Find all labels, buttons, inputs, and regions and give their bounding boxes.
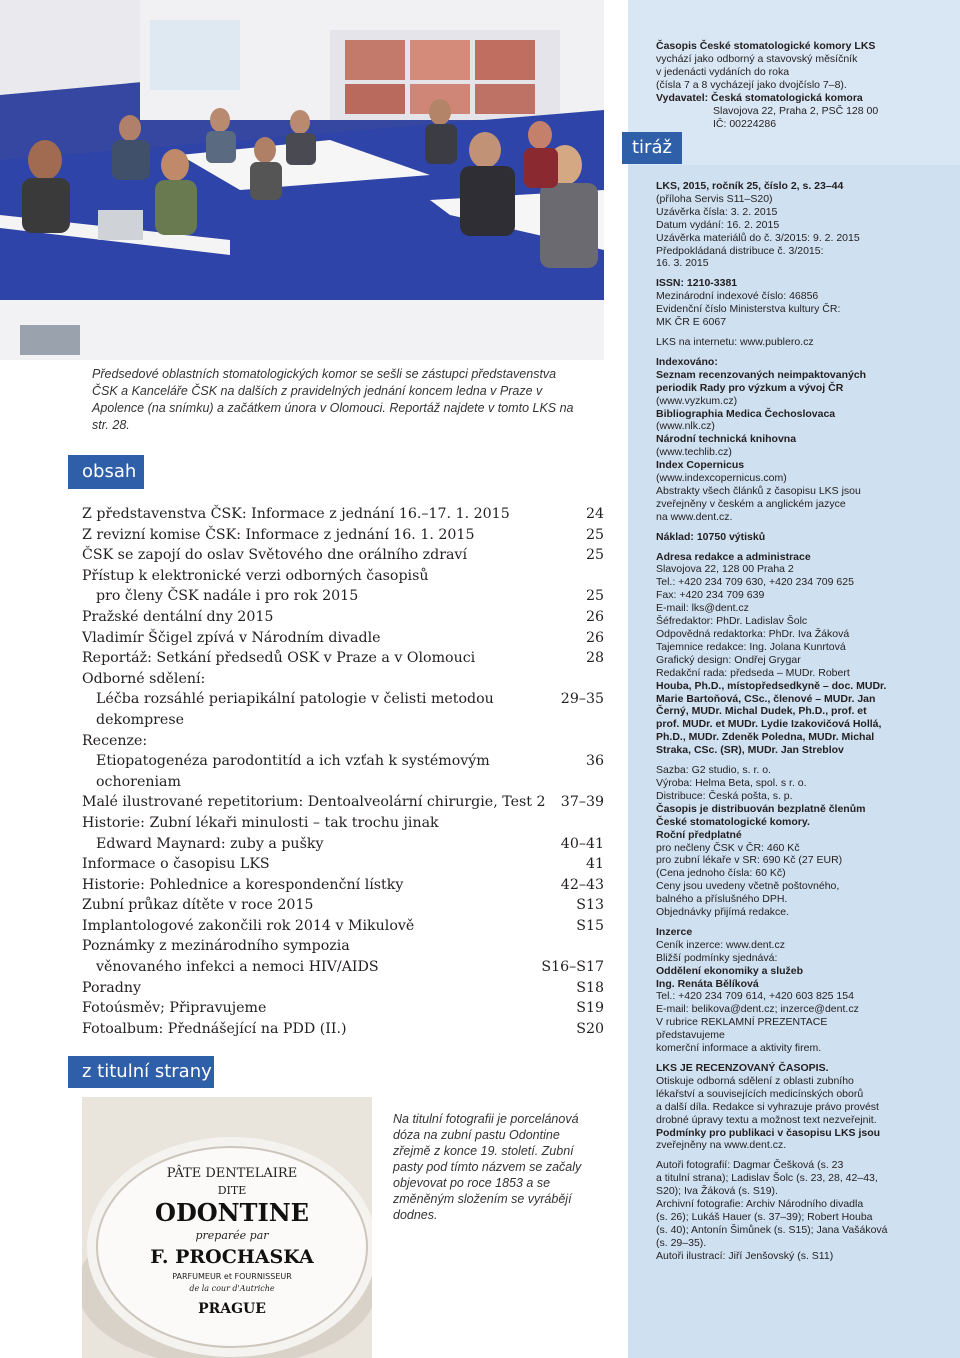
imprint-line: (www.indexcopernicus.com) <box>656 472 787 485</box>
toc-title: Fotoalbum: Přednášející na PDD (II.) <box>82 1020 347 1037</box>
imprint-line: Slavojova 22, 128 00 Praha 2 <box>656 563 794 576</box>
imprint-line: Uzávěrka čísla: 3. 2. 2015 <box>656 205 778 218</box>
imprint-line: Bližší podmínky sjednává: <box>656 951 778 964</box>
jar-text: de la cour d'Autriche <box>189 1284 275 1293</box>
imprint-line: Předpokládaná distribuce č. 3/2015: <box>656 244 824 257</box>
imprint-line: Tel.: +420 234 709 614, +420 603 825 154 <box>656 990 854 1003</box>
toc-title: Recenze: <box>82 732 148 749</box>
toc-entry <box>82 525 604 546</box>
toc-entry <box>82 731 604 752</box>
toc-page: 26 <box>585 608 604 625</box>
toc-title: Historie: Pohlednice a korespondenční lístky <box>82 876 404 893</box>
imprint-line: Houba, Ph.D., místopředsedkyně – doc. MUDr. <box>656 679 887 692</box>
imprint-line: Index Copernicus <box>656 459 745 472</box>
imprint-line: (www.nlk.cz) <box>656 420 715 433</box>
publisher-line: v jedenácti vydáních do roka <box>656 66 790 78</box>
toc-page: 25 <box>585 526 604 543</box>
imprint-line: Odpovědná redaktorka: PhDr. Iva Žáková <box>656 628 850 640</box>
imprint-line: Ph.D., MUDr. Zdeněk Poledna, MUDr. Michal <box>656 731 875 744</box>
imprint-line: ISSN: 1210-3381 <box>656 277 738 290</box>
imprint-line: Autoři ilustrací: Jiří Jenšovský (s. S11) <box>656 1249 834 1262</box>
imprint-line: Objednávky přijímá redakce. <box>656 906 790 919</box>
imprint-line: lékařství a souvisejících medicínských oborů <box>656 1087 864 1100</box>
toc-entry <box>82 978 604 999</box>
imprint-line: (Cena jednoho čísla: 60 Kč) <box>656 867 786 880</box>
meeting-photo <box>0 0 604 360</box>
odontine-jar-photo <box>82 1097 372 1358</box>
imprint-line: Fax: +420 234 709 639 <box>656 589 765 602</box>
cover-label: z titulní strany <box>68 1056 214 1088</box>
imprint-line: Národní technická knihovna <box>656 433 797 446</box>
toc-title: Historie: Zubní lékaři minulosti – tak trochu jinak <box>82 814 439 831</box>
imprint-line: prof. MUDr. et MUDr. Lydie Izakovičová Hollá, <box>656 718 882 731</box>
toc-entry <box>82 957 604 978</box>
imprint-line: Šéfredaktor: PhDr. Ladislav Šolc <box>656 615 808 628</box>
cover-caption: Na titulní fotografii je porcelánová dóza na zubní pastu Odontine zřejmě z konce 19. století. Zubní pasty pod tímto názvem se začaly objevovat po roce 1853 a se změněným složením se vyrábějí dodnes. <box>393 1112 582 1222</box>
toc-page: S15 <box>576 917 604 934</box>
imprint-line: S20); Iva Žáková (s. S19). <box>656 1185 778 1198</box>
publisher-info <box>656 40 926 131</box>
imprint-line: LKS, 2015, ročník 25, číslo 2, s. 23–44 <box>656 180 844 192</box>
toc-entry <box>82 545 604 566</box>
toc-title: Reportáž: Setkání předsedů OSK v Praze a v Olomouci <box>82 650 476 667</box>
imprint-line: (www.techlib.cz) <box>656 446 732 459</box>
jar-text: F. PROCHASKA <box>150 1246 314 1268</box>
imprint-line: zveřejněny v českém a anglickém jazyce <box>656 497 846 510</box>
toc-page: S16–S17 <box>541 959 604 976</box>
toc-title: Přístup k elektronické verzi odborných časopisů <box>82 567 429 584</box>
jar-text: DITE <box>217 1184 247 1197</box>
toc-title: Implantologové zakončili rok 2014 v Mikulově <box>82 917 415 934</box>
advertising-info <box>656 926 896 1055</box>
toc-entry <box>82 648 604 669</box>
table-of-contents <box>82 504 604 1039</box>
toc-entry <box>82 895 604 916</box>
toc-entry <box>82 834 604 855</box>
toc-entry <box>82 792 604 813</box>
jar-text: PÂTE DENTELAIRE <box>166 1166 298 1181</box>
toc-title: Poradny <box>82 979 141 996</box>
toc-entry <box>82 1019 604 1040</box>
toc-page <box>594 813 604 834</box>
publisher-line: Časopis České stomatologické komory LKS <box>656 40 876 52</box>
imprint-line: E-mail: belikova@dent.cz; inzerce@dent.cz <box>656 1003 859 1016</box>
indexing-info <box>656 356 896 524</box>
imprint-line: České stomatologické komory. <box>656 815 810 828</box>
imprint-line: MK ČR E 6067 <box>656 316 727 329</box>
photo-caption: Předsedové oblastních stomatologických komor se sešli se zástupci představenstva ČSK a Kanceláře ČSK na dalších z pravidelných jednání koncem ledna v Praze v Apolence (na snímku) a začátkem února v Olomouci. Reportáž najdete v tomto LKS na str. 28. <box>92 367 574 432</box>
imprint-line: Časopis je distribuován bezplatně členům <box>656 802 866 815</box>
imprint-line: Redakční rada: předseda – MUDr. Robert <box>656 666 850 679</box>
toc-page: S18 <box>576 979 604 996</box>
production-info <box>656 764 896 919</box>
publisher-line: Slavojova 22, Praha 2, PSČ 128 00 <box>713 105 879 117</box>
imprint-line: Tajemnice redakce: Ing. Jolana Kunrtová <box>656 640 846 653</box>
toc-entry <box>82 875 604 896</box>
imprint-line: (s. 29–35). <box>656 1236 707 1249</box>
toc-title: Pražské dentální dny 2015 <box>82 608 274 625</box>
imprint-line: LKS JE RECENZOVANÝ ČASOPIS. <box>656 1062 829 1074</box>
toc-entry <box>82 566 604 587</box>
toc-title: Z představenstva ČSK: Informace z jednání 16.–17. 1. 2015 <box>82 506 510 522</box>
toc-page: 36 <box>585 753 604 770</box>
toc-title: věnovaného infekci a nemoci HIV/AIDS <box>96 959 379 976</box>
toc-page: 29–35 <box>560 691 604 708</box>
toc-page: S19 <box>576 1000 604 1017</box>
toc-page: 37–39 <box>560 794 604 811</box>
toc-entry <box>82 689 604 730</box>
credits-info <box>656 1159 896 1262</box>
print-run-info <box>656 531 896 544</box>
toc-page: 24 <box>585 506 604 522</box>
imprint-line: (s. 40); Antonín Šimůnek (s. S15); Jana Vašáková <box>656 1223 888 1236</box>
editorial-info <box>656 551 896 758</box>
toc-title: pro členy ČSK nadále i pro rok 2015 <box>96 588 359 605</box>
imprint-line: periodik Rady pro výzkum a vývoj ČR <box>656 381 844 394</box>
toc-entry <box>82 504 604 525</box>
imprint-line: (s. 26); Lukáš Hauer (s. 37–39); Robert Houba <box>656 1210 873 1223</box>
toc-page: 25 <box>585 547 604 564</box>
imprint-line: a titulní strana); Ladislav Šolc (s. 23, 28, 42–43, <box>656 1172 878 1185</box>
imprint-line: Mezinárodní indexové číslo: 46856 <box>656 290 819 303</box>
imprint-line: LKS na internetu: www.publero.cz <box>656 335 814 348</box>
issue-info <box>656 180 896 270</box>
imprint-line: Ing. Renáta Bělíková <box>656 977 759 990</box>
imprint-line: E-mail: lks@dent.cz <box>656 602 749 615</box>
imprint-line: na www.dent.cz. <box>656 510 733 523</box>
toc-page <box>594 669 604 690</box>
toc-title: Informace o časopisu LKS <box>82 856 270 873</box>
imprint-line: Indexováno: <box>656 355 718 368</box>
toc-entry <box>82 813 604 834</box>
toc-page: S20 <box>576 1020 604 1037</box>
toc-title: Zubní průkaz dítěte v roce 2015 <box>82 897 314 914</box>
imprint-line: Distribuce: Česká pošta, s. p. <box>656 789 793 802</box>
imprint-line: Evidenční číslo Ministerstva kultury ČR: <box>656 303 841 316</box>
jar-text: preparée par <box>195 1229 269 1242</box>
imprint-details <box>656 180 896 1270</box>
imprint-line: Abstrakty všech článků z časopisu LKS jsou <box>656 484 861 497</box>
imprint-line: Otiskuje odborná sdělení z oblasti zubního <box>656 1074 854 1087</box>
imprint-line: Oddělení ekonomiky a služeb <box>656 964 804 977</box>
obsah-label: obsah <box>68 455 144 489</box>
toc-entry <box>82 854 604 875</box>
imprint-line: Bibliographia Medica Čechoslovaca <box>656 407 836 420</box>
imprint-line: pro nečleny ČSK v ČR: 460 Kč <box>656 841 800 854</box>
publisher-line: (čísla 7 a 8 vycházejí jako dvojčíslo 7–8). <box>656 79 847 91</box>
toc-page: 40–41 <box>560 835 604 852</box>
toc-title: Vladimír Ščigel zpívá v Národním divadle <box>82 629 381 646</box>
publisher-line: vychází jako odborný a stavovský měsíčník <box>656 53 858 65</box>
toc-page: 26 <box>585 629 604 646</box>
imprint-line: Sazba: G2 studio, s. r. o. <box>656 764 771 777</box>
toc-title: Odborné sdělení: <box>82 670 206 687</box>
issn-info <box>656 277 896 329</box>
imprint-line: 16. 3. 2015 <box>656 257 709 270</box>
web-info <box>656 336 896 349</box>
toc-title: Z revizní komise ČSK: Informace z jednání 16. 1. 2015 <box>82 526 475 543</box>
toc-entry <box>82 916 604 937</box>
toc-title: Léčba rozsáhlé periapikální patologie v čelisti metodou dekomprese <box>96 691 494 728</box>
imprint-line: Tel.: +420 234 709 630, +420 234 709 625 <box>656 576 854 589</box>
toc-page: S13 <box>576 897 604 914</box>
publisher-line: IČ: 00224286 <box>713 118 777 130</box>
imprint-line: a další díla. Redakce si vyhrazuje právo provést <box>656 1100 879 1113</box>
imprint-line: Straka, CSc. (SR), MUDr. Jan Streblov <box>656 744 844 757</box>
jar-text: PRAGUE <box>198 1301 266 1317</box>
toc-page <box>594 731 604 752</box>
jar-text: ODONTINE <box>155 1198 309 1227</box>
imprint-line: Náklad: 10750 výtisků <box>656 530 766 543</box>
imprint-line: Grafický design: Ondřej Grygar <box>656 653 801 666</box>
toc-title: Fotoúsměv; Připravujeme <box>82 1000 267 1017</box>
toc-page: 28 <box>585 650 604 667</box>
publisher-line: Vydavatel: Česká stomatologická komora <box>656 92 863 104</box>
imprint-line: Marie Bartoňová, CSc., členové – MUDr. Jan <box>656 692 876 705</box>
tiraz-label: tiráž <box>622 132 682 164</box>
toc-entry <box>82 628 604 649</box>
imprint-line: Černý, MUDr. Michal Dudek, Ph.D., prof. et <box>656 705 867 718</box>
toc-page: 42–43 <box>560 876 604 893</box>
imprint-line: Seznam recenzovaných neimpaktovaných <box>656 368 867 381</box>
imprint-line: Adresa redakce a administrace <box>656 550 811 563</box>
toc-page <box>594 936 604 957</box>
toc-page <box>594 566 604 587</box>
imprint-line: drobné úpravy textu a možnost text nezveřejnit. <box>656 1113 877 1126</box>
toc-entry <box>82 669 604 690</box>
imprint-line: Inzerce <box>656 925 693 938</box>
imprint-line: (www.vyzkum.cz) <box>656 394 738 407</box>
imprint-line: Autoři fotografií: Dagmar Češková (s. 23 <box>656 1159 844 1172</box>
imprint-line: Roční předplatné <box>656 828 742 841</box>
toc-title: Etiopatogenéza parodontitíd a ich vzťah k systémovým ochoreniam <box>96 753 490 790</box>
toc-title: Poznámky z mezinárodního sympozia <box>82 938 350 955</box>
imprint-line: Ceník inzerce: www.dent.cz <box>656 938 785 951</box>
imprint-line: balného a příslušného DPH. <box>656 893 788 906</box>
toc-entry <box>82 586 604 607</box>
review-info <box>656 1062 896 1152</box>
imprint-line: Výroba: Helma Beta, spol. s r. o. <box>656 776 807 789</box>
imprint-line: (příloha Servis S11–S20) <box>656 192 773 205</box>
imprint-line: Uzávěrka materiálů do č. 3/2015: 9. 2. 2015 <box>656 231 860 244</box>
imprint-line: Podmínky pro publikaci v časopisu LKS jsou <box>656 1126 881 1139</box>
toc-entry <box>82 751 604 792</box>
toc-entry <box>82 936 604 957</box>
imprint-line: pro zubní lékaře v SR: 690 Kč (27 EUR) <box>656 854 843 867</box>
imprint-line: zveřejněny na www.dent.cz. <box>656 1139 787 1152</box>
toc-entry <box>82 998 604 1019</box>
imprint-line: Ceny jsou uvedeny včetně poštovného, <box>656 880 840 893</box>
toc-title: Malé ilustrované repetitorium: Dentoalveolární chirurgie, Test 2 <box>82 794 546 811</box>
jar-text: PARFUMEUR et FOURNISSEUR <box>172 1272 292 1281</box>
imprint-line: Archivní fotografie: Archiv Národního divadla <box>656 1198 864 1211</box>
imprint-line: komerční informace a aktivity firem. <box>656 1042 822 1055</box>
toc-page: 25 <box>585 588 604 605</box>
imprint-line: V rubrice REKLAMNÍ PREZENTACE představujeme <box>656 1016 828 1042</box>
toc-title: ČSK se zapojí do oslav Světového dne orálního zdraví <box>82 547 467 564</box>
toc-entry <box>82 607 604 628</box>
toc-page: 41 <box>585 856 604 873</box>
toc-title: Edward Maynard: zuby a pušky <box>96 835 324 852</box>
imprint-line: Datum vydání: 16. 2. 2015 <box>656 218 780 231</box>
